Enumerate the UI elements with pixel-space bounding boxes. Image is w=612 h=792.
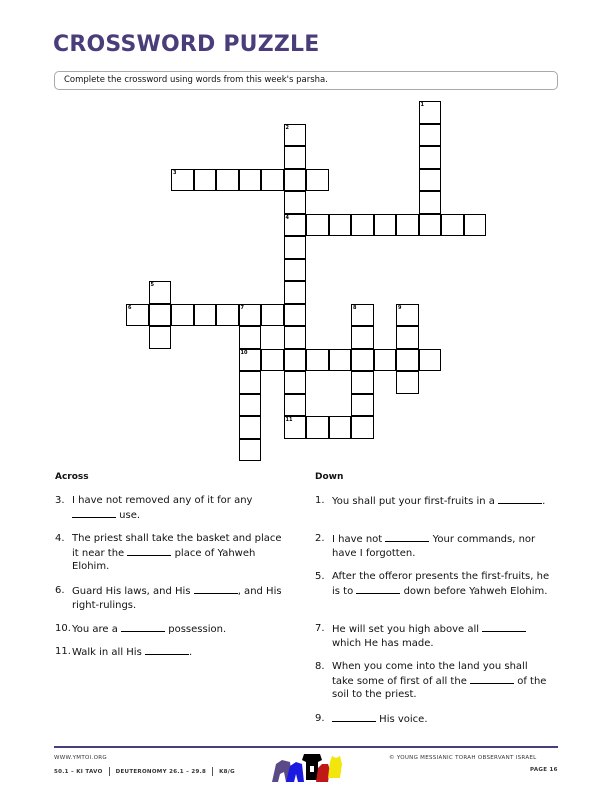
clue-text: Guard His laws, and His , and His right-rulings.: [72, 586, 282, 611]
clue-number-label: 10.: [55, 623, 71, 634]
crossword-cell[interactable]: [306, 214, 329, 237]
answer-blank: [482, 622, 526, 632]
clue-number: 4: [285, 214, 289, 221]
footer-separator: [212, 767, 213, 776]
crossword-cell[interactable]: [284, 371, 307, 394]
clue-item: [55, 622, 290, 637]
crossword-cell[interactable]: [261, 349, 284, 372]
crossword-cell[interactable]: [374, 214, 397, 237]
footer-reference: DEUTERONOMY 26.1 – 29.8: [115, 769, 207, 775]
footer-website: WWW.YMTOI.ORG: [54, 755, 107, 761]
clue-number: 6: [128, 304, 132, 311]
ymtoi-logo-icon: [268, 750, 346, 784]
clue-item: [55, 494, 290, 522]
clue-number-label: 8.: [315, 661, 325, 672]
across-heading: Across: [55, 472, 89, 482]
clue-number: 11: [285, 417, 293, 423]
crossword-cell[interactable]: [419, 349, 442, 372]
crossword-cell[interactable]: [374, 349, 397, 372]
answer-blank: [194, 584, 238, 594]
crossword-cell[interactable]: [261, 304, 284, 327]
crossword-cell[interactable]: [419, 146, 442, 169]
clue-item: [55, 645, 290, 660]
crossword-cell[interactable]: [441, 214, 464, 237]
clue-number-label: 5.: [315, 571, 325, 582]
clue-number-label: 4.: [55, 533, 65, 544]
footer-page-number: PAGE 16: [530, 767, 558, 773]
clue-text: His voice.: [332, 712, 550, 727]
clue-number-label: 3.: [55, 495, 65, 506]
crossword-cell[interactable]: [351, 371, 374, 394]
answer-blank: [72, 508, 116, 518]
footer-portion: 50.1 – KI TAVO: [54, 769, 103, 775]
crossword-cell[interactable]: [216, 304, 239, 327]
answer-blank: [385, 532, 429, 542]
clue-number: 3: [173, 169, 177, 176]
down-heading: Down: [315, 472, 344, 482]
crossword-cell[interactable]: [261, 169, 284, 192]
crossword-cell[interactable]: [239, 304, 262, 327]
crossword-cell[interactable]: [329, 349, 352, 372]
answer-blank: [356, 584, 400, 594]
clue-text: Walk in all His .: [72, 647, 193, 658]
crossword-cell[interactable]: [329, 214, 352, 237]
crossword-cell[interactable]: [464, 214, 487, 237]
crossword-cell[interactable]: [284, 191, 307, 214]
crossword-cell[interactable]: [351, 416, 374, 439]
clue-text: He will set you high above all which He has made.: [332, 622, 550, 650]
crossword-cell[interactable]: [216, 169, 239, 192]
clue-item: [315, 660, 550, 702]
clue-item: [55, 532, 290, 574]
clue-text: I have not removed any of it for any use.: [72, 495, 253, 521]
crossword-cell[interactable]: [126, 304, 149, 327]
crossword-cell[interactable]: [329, 416, 352, 439]
crossword-cell[interactable]: [419, 101, 442, 124]
crossword-cell[interactable]: [351, 349, 374, 372]
answer-blank: [121, 622, 165, 632]
clue-number: 9: [398, 304, 402, 311]
clue-number-label: 11.: [55, 646, 71, 657]
clue-text: You are a possession.: [72, 624, 227, 635]
crossword-cell[interactable]: [171, 169, 194, 192]
footer-separator: [109, 767, 110, 776]
instructions-text: Complete the crossword using words from this week's parsha.: [64, 75, 328, 85]
crossword-cell[interactable]: [284, 259, 307, 282]
crossword-cell[interactable]: [284, 169, 307, 192]
crossword-cell[interactable]: [419, 191, 442, 214]
crossword-cell[interactable]: [306, 349, 329, 372]
crossword-cell[interactable]: [171, 304, 194, 327]
footer-level: K8/G: [219, 769, 235, 775]
crossword-cell[interactable]: [306, 169, 329, 192]
clue-item: [315, 622, 550, 650]
clue-number: 8: [353, 304, 357, 311]
crossword-cell[interactable]: [239, 439, 262, 462]
footer-copyright: © YOUNG MESSIANIC TORAH OBSERVANT ISRAEL: [389, 755, 537, 761]
crossword-cell[interactable]: [149, 326, 172, 349]
clue-item: [315, 712, 550, 727]
crossword-cell[interactable]: [239, 326, 262, 349]
clue-number-label: 7.: [315, 623, 325, 634]
crossword-cell[interactable]: [396, 304, 419, 327]
clue-number: 5: [150, 282, 154, 288]
crossword-cell[interactable]: [419, 169, 442, 192]
crossword-cell[interactable]: [284, 281, 307, 304]
crossword-cell[interactable]: [351, 214, 374, 237]
clue-number-label: 1.: [315, 495, 325, 506]
crossword-cell[interactable]: [284, 236, 307, 259]
crossword-cell[interactable]: [239, 394, 262, 417]
crossword-cell[interactable]: [239, 416, 262, 439]
crossword-cell[interactable]: [351, 326, 374, 349]
crossword-cell[interactable]: [284, 146, 307, 169]
crossword-cell[interactable]: [284, 214, 307, 237]
footer-meta: [54, 767, 235, 776]
answer-blank: [145, 645, 189, 655]
clue-number: 1: [420, 102, 424, 108]
crossword-cell[interactable]: [306, 416, 329, 439]
clue-text: When you come into the land you shall take some of first of all the of the soil to the priest.: [332, 661, 547, 700]
page-title: CROSSWORD PUZZLE: [53, 32, 320, 57]
crossword-cell[interactable]: [396, 371, 419, 394]
clue-text: After the offeror presents the first-fruits, he is to down before Yahweh Elohim.: [332, 571, 550, 597]
clue-text: You shall put your first-fruits in a .: [332, 496, 546, 507]
crossword-cell[interactable]: [396, 214, 419, 237]
crossword-cell[interactable]: [149, 281, 172, 304]
clue-item: [315, 570, 550, 598]
clue-item: [315, 494, 550, 509]
crossword-cell[interactable]: [284, 304, 307, 327]
crossword-cell[interactable]: [419, 124, 442, 147]
clue-item: [55, 584, 290, 612]
crossword-cell[interactable]: [149, 304, 172, 327]
clue-number: 7: [240, 304, 244, 311]
crossword-cell[interactable]: [284, 349, 307, 372]
clue-number-label: 2.: [315, 533, 325, 544]
crossword-cell[interactable]: [284, 394, 307, 417]
crossword-cell[interactable]: [194, 169, 217, 192]
clue-number-label: 6.: [55, 585, 65, 596]
crossword-cell[interactable]: [239, 371, 262, 394]
crossword-cell[interactable]: [194, 304, 217, 327]
footer-divider: [54, 746, 558, 748]
clue-number: 2: [285, 124, 289, 131]
crossword-cell[interactable]: [239, 349, 262, 372]
crossword-cell[interactable]: [351, 304, 374, 327]
answer-blank: [470, 674, 514, 684]
answer-blank: [332, 712, 376, 722]
clue-text: The priest shall take the basket and place it near the place of Yahweh Elohim.: [72, 533, 282, 572]
clue-number-label: 9.: [315, 713, 325, 724]
crossword-cell[interactable]: [284, 124, 307, 147]
answer-blank: [498, 494, 542, 504]
answer-blank: [127, 546, 171, 556]
clue-number: 10: [240, 349, 248, 356]
crossword-cell[interactable]: [396, 349, 419, 372]
crossword-cell[interactable]: [239, 169, 262, 192]
clue-item: [315, 532, 550, 560]
crossword-cell[interactable]: [396, 326, 419, 349]
crossword-cell[interactable]: [419, 214, 442, 237]
clue-text: I have not Your commands, nor have I forgotten.: [332, 534, 536, 559]
crossword-cell[interactable]: [284, 326, 307, 349]
crossword-cell[interactable]: [284, 416, 307, 439]
crossword-cell[interactable]: [351, 394, 374, 417]
